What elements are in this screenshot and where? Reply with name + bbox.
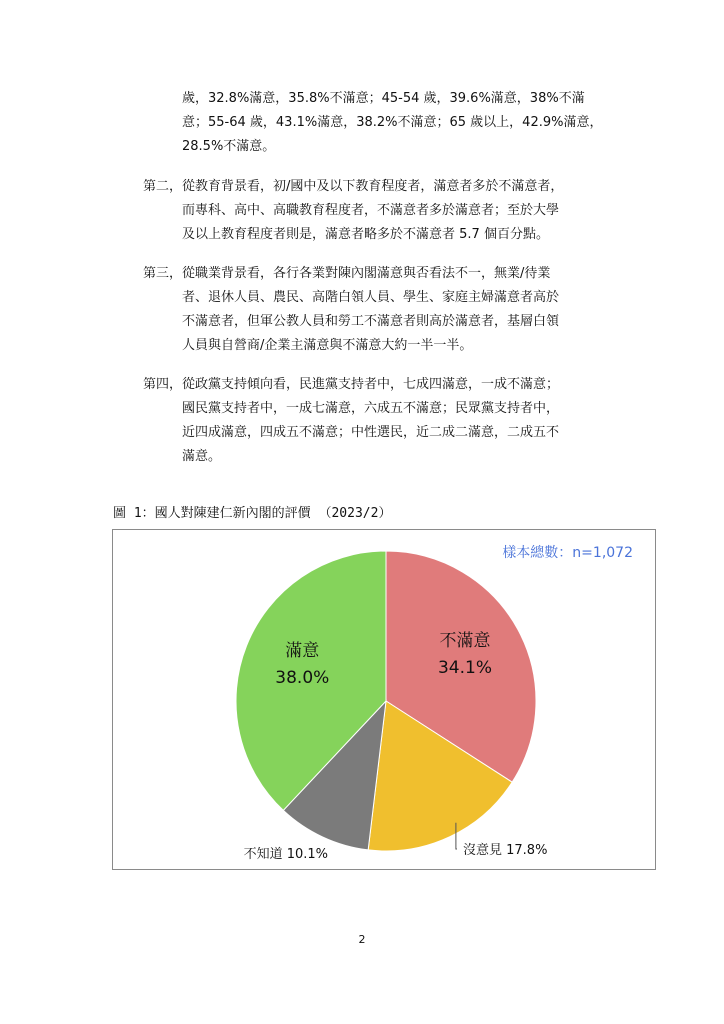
slice-label: 滿意 (285, 640, 320, 661)
text-line: 人員與自營商/企業主滿意與不滿意大約一半一半。 (182, 338, 473, 353)
paragraph-occupation (143, 262, 559, 358)
text-line: 者、退休人員、農民、高階白領人員、學生、家庭主婦滿意者高於 (182, 290, 560, 305)
pie-chart (113, 530, 655, 869)
paragraph-party (143, 373, 559, 469)
sample-size-note: 樣本總數：n=1,072 (502, 545, 633, 561)
text-line: 而專科、高中、高職教育程度者，不滿意者多於滿意者；至於大學 (182, 203, 560, 218)
text-line: 28.5%不滿意。 (182, 139, 276, 154)
paragraph-education (143, 175, 563, 247)
text-line: 第四，從政黨支持傾向看，民進黨支持者中，七成四滿意，一成不滿意； (143, 377, 560, 392)
text-line: 第二，從教育背景看，初/國中及以下教育程度者，滿意者多於不滿意者， (143, 179, 564, 194)
slice-label: 不知道 10.1% (243, 847, 328, 862)
slice-value-label: 34.1% (437, 657, 493, 678)
slice-label: 沒意見 17.8% (463, 843, 548, 858)
text-line: 國民黨支持者中，一成七滿意，六成五不滿意；民眾黨支持者中， (182, 401, 560, 416)
text-line: 滿意。 (182, 449, 222, 464)
slice-label: 不滿意 (439, 630, 491, 651)
page-number: 2 (358, 933, 366, 946)
text-line: 歲，32.8%滿意，35.8%不滿意；45-54 歲，39.6%滿意，38%不滿 (182, 91, 585, 106)
paragraph-age-continued (182, 87, 602, 159)
text-line: 意；55-64 歲，43.1%滿意，38.2%不滿意；65 歲以上，42.9%滿意， (182, 115, 603, 130)
text-line: 不滿意者，但軍公教人員和勞工不滿意者則高於滿意者，基層白領 (182, 314, 560, 329)
pie-chart-frame (112, 529, 656, 870)
text-line: 近四成滿意，四成五不滿意；中性選民，近二成二滿意，二成五不 (182, 425, 560, 440)
text-line: 及以上教育程度者則是，滿意者略多於不滿意者 5.7 個百分點。 (182, 227, 549, 242)
slice-value-label: 38.0% (275, 667, 330, 688)
figure-caption: 圖 1：國人對陳建仁新內閣的評價 （2023/2） (113, 506, 392, 521)
text-line: 第三，從職業背景看，各行各業對陳內閣滿意與否看法不一，無業/待業 (143, 266, 551, 281)
